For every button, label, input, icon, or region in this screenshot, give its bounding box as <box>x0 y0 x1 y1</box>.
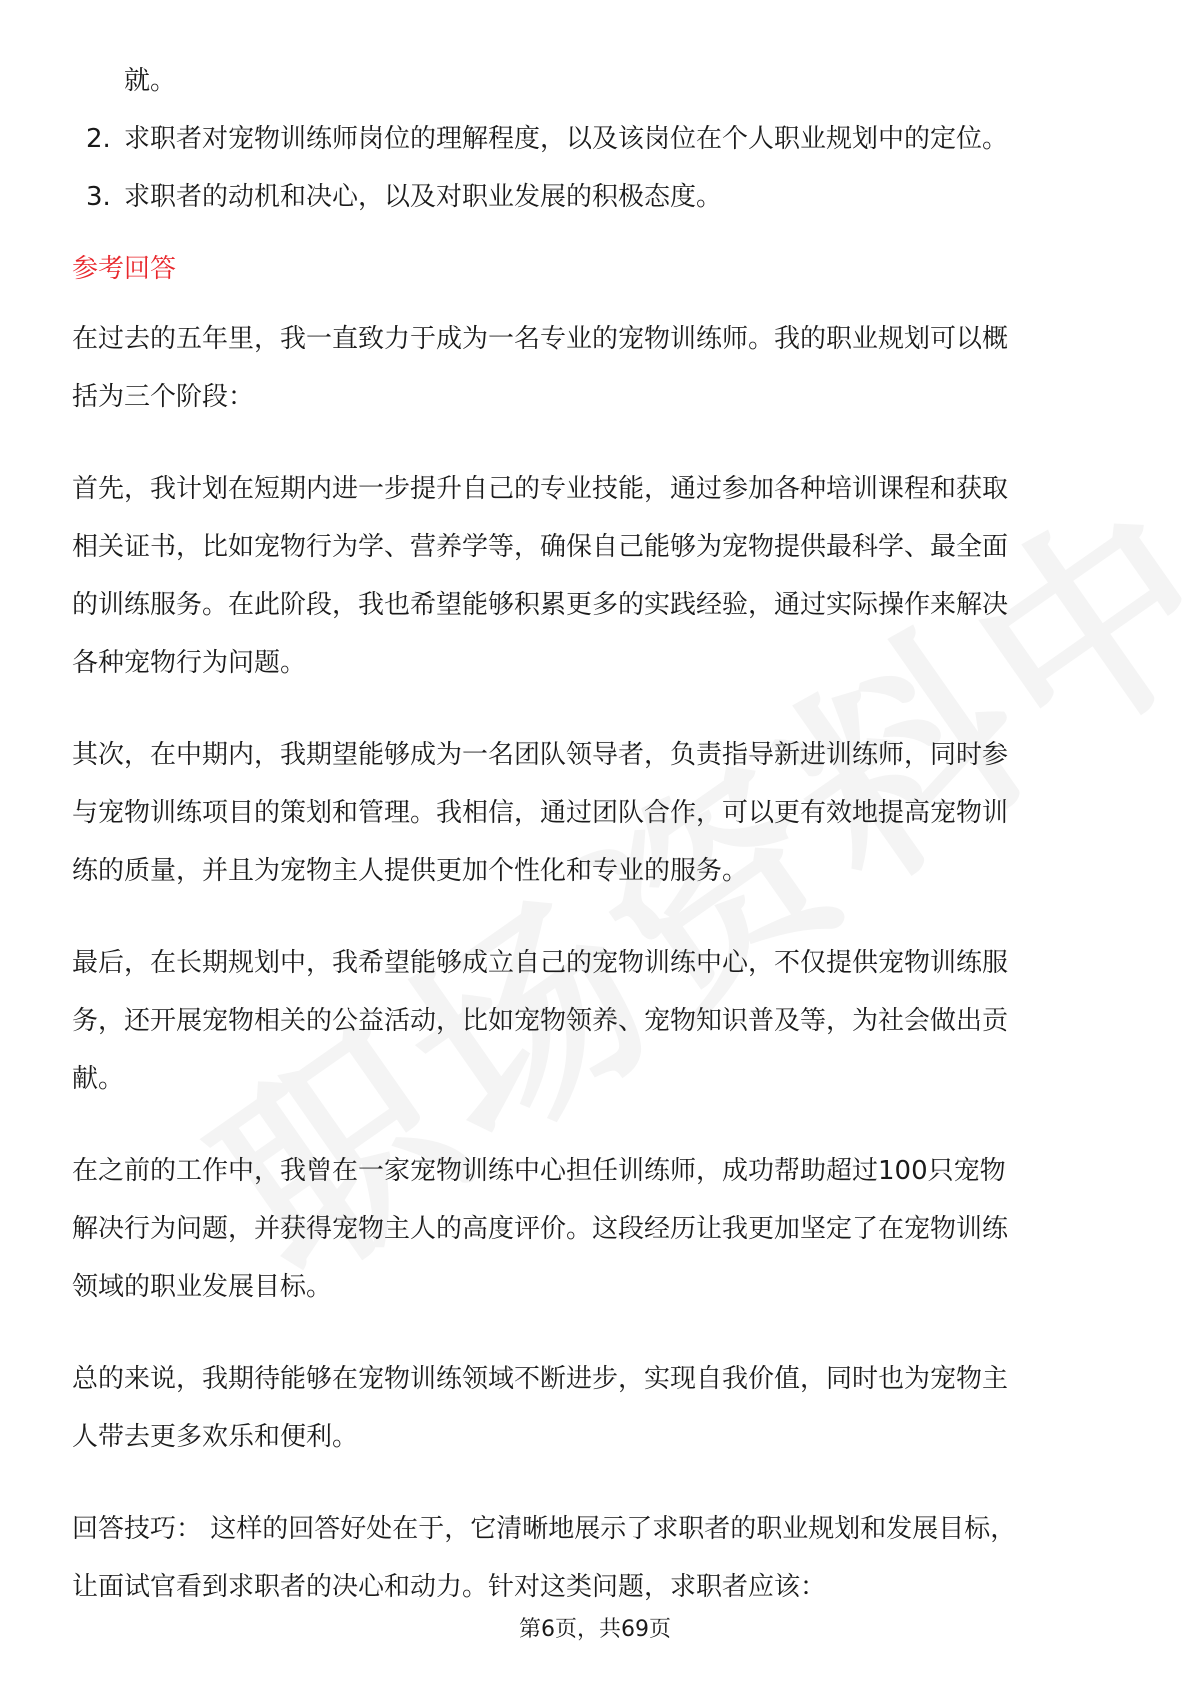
numbered-list <box>72 110 1118 226</box>
list-text: 求职者的动机和决心，以及对职业发展的积极态度。 <box>124 182 723 212</box>
paragraph-line: 务，还开展宠物相关的公益活动，比如宠物领养、宠物知识普及等，为社会做出贡 <box>72 1006 1009 1036</box>
paragraph <box>72 1350 1118 1466</box>
paragraph-line: 相关证书，比如宠物行为学、营养学等，确保自己能够为宠物提供最科学、最全面 <box>72 532 1009 562</box>
paragraph-line: 让面试官看到求职者的决心和动力。针对这类问题，求职者应该： <box>72 1572 827 1602</box>
section-heading: 参考回答 <box>72 254 177 284</box>
continuation-line: 就。 <box>124 66 177 96</box>
paragraph <box>72 1142 1118 1316</box>
paragraph-line: 其次，在中期内，我期望能够成为一名团队领导者，负责指导新进训练师，同时参 <box>72 740 1009 770</box>
list-item <box>72 168 1118 226</box>
list-number: 3. <box>86 182 111 212</box>
list-text: 求职者对宠物训练师岗位的理解程度，以及该岗位在个人职业规划中的定位。 <box>124 124 1009 154</box>
page-number: 第6页，共69页 <box>519 1617 671 1642</box>
list-item <box>72 110 1118 168</box>
paragraph-line: 与宠物训练项目的策划和管理。我相信，通过团队合作，可以更有效地提高宠物训 <box>72 798 1009 828</box>
paragraph-line: 解决行为问题，并获得宠物主人的高度评价。这段经历让我更加坚定了在宠物训练 <box>72 1214 1009 1244</box>
paragraph-line: 最后，在长期规划中，我希望能够成立自己的宠物训练中心，不仅提供宠物训练服 <box>72 948 1009 978</box>
paragraph-line: 首先，我计划在短期内进一步提升自己的专业技能，通过参加各种培训课程和获取 <box>72 474 1009 504</box>
document-body <box>72 52 1118 1632</box>
paragraph-line: 回答技巧： 这样的回答好处在于，它清晰地展示了求职者的职业规划和发展目标， <box>72 1514 1017 1544</box>
paragraph-line: 在过去的五年里，我一直致力于成为一名专业的宠物训练师。我的职业规划可以概 <box>72 324 1009 354</box>
list-number: 2. <box>86 124 111 154</box>
paragraph <box>72 460 1118 692</box>
paragraph <box>72 1500 1118 1616</box>
paragraph <box>72 934 1118 1108</box>
paragraph-line: 献。 <box>72 1064 125 1094</box>
paragraph-line: 人带去更多欢乐和便利。 <box>72 1422 359 1452</box>
paragraph-line: 在之前的工作中，我曾在一家宠物训练中心担任训练师，成功帮助超过100只宠物 <box>72 1156 1006 1186</box>
paragraph-line: 的训练服务。在此阶段，我也希望能够积累更多的实践经验，通过实际操作来解决 <box>72 590 1009 620</box>
paragraph <box>72 310 1118 426</box>
paragraph-line: 括为三个阶段： <box>72 382 255 412</box>
paragraph-line: 总的来说，我期待能够在宠物训练领域不断进步，实现自我价值，同时也为宠物主 <box>72 1364 1009 1394</box>
paragraph-line: 各种宠物行为问题。 <box>72 648 307 678</box>
paragraph-line: 练的质量，并且为宠物主人提供更加个性化和专业的服务。 <box>72 856 749 886</box>
paragraph-line: 领域的职业发展目标。 <box>72 1272 333 1302</box>
paragraph <box>72 726 1118 900</box>
